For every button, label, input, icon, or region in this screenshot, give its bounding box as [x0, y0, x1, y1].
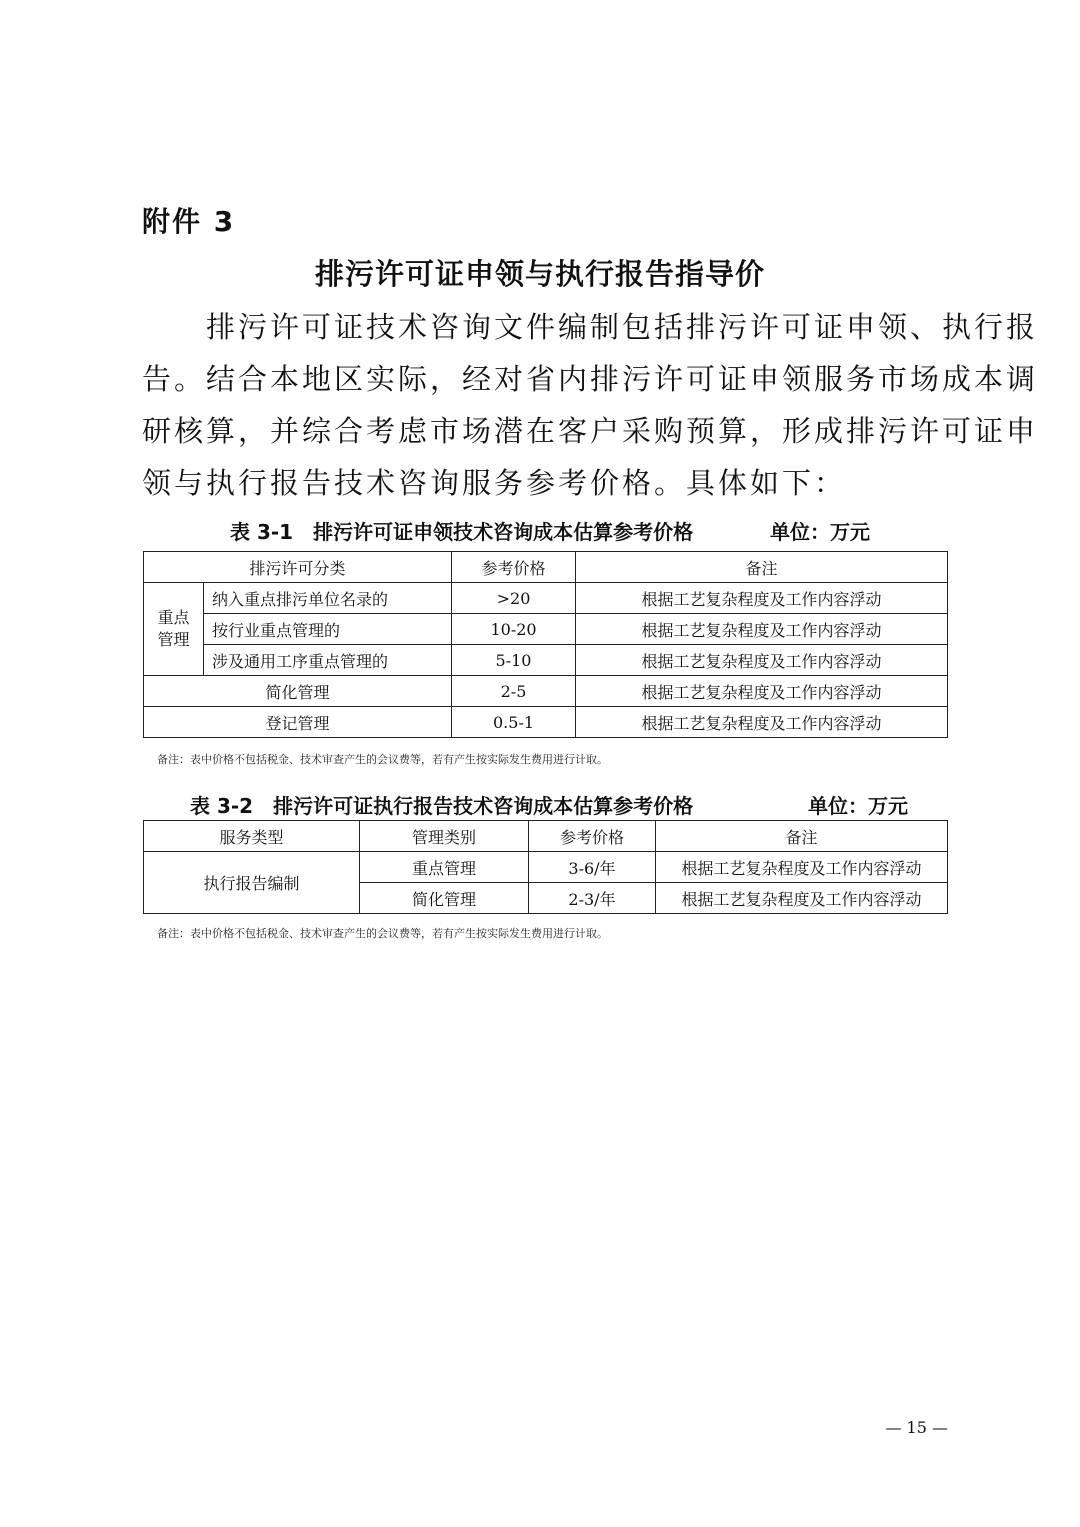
header-price: 参考价格	[529, 821, 656, 852]
table-header-row	[144, 821, 948, 852]
table-row	[144, 852, 948, 883]
category-cell: 登记管理	[144, 707, 452, 738]
price-cell: 2-3/年	[529, 883, 656, 914]
note-cell: 根据工艺复杂程度及工作内容浮动	[576, 614, 948, 645]
note-cell: 根据工艺复杂程度及工作内容浮动	[576, 707, 948, 738]
table2-unit: 单位：万元	[808, 794, 908, 818]
price-cell: 0.5-1	[452, 707, 576, 738]
category-cell: 涉及通用工序重点管理的	[204, 645, 452, 676]
header-category: 管理类别	[360, 821, 529, 852]
category-cell: 重点管理	[360, 852, 529, 883]
note-cell: 根据工艺复杂程度及工作内容浮动	[656, 852, 948, 883]
price-cell: 3-6/年	[529, 852, 656, 883]
header-service-type: 服务类型	[144, 821, 360, 852]
table-row	[144, 676, 948, 707]
header-category: 排污许可分类	[144, 552, 452, 583]
note-cell: 根据工艺复杂程度及工作内容浮动	[576, 645, 948, 676]
table1-footnote: 备注：表中价格不包括税金、技术审查产生的会议费等，若有产生按实际发生费用进行计取。	[157, 753, 608, 766]
table2-caption: 表 3-2 排污许可证执行报告技术咨询成本估算参考价格	[190, 794, 694, 818]
table1-caption: 表 3-1 排污许可证申领技术咨询成本估算参考价格	[230, 520, 694, 544]
category-cell: 简化管理	[360, 883, 529, 914]
table2-footnote: 备注：表中价格不包括税金、技术审查产生的会议费等，若有产生按实际发生费用进行计取。	[157, 927, 608, 940]
group-label: 重点管理	[144, 583, 204, 676]
paragraph-line-4: 领与执行报告技术咨询服务参考价格。具体如下：	[142, 466, 847, 500]
category-cell: 简化管理	[144, 676, 452, 707]
note-cell: 根据工艺复杂程度及工作内容浮动	[576, 676, 948, 707]
paragraph-line-2: 告。结合本地区实际，经对省内排污许可证申领服务市场成本调	[142, 362, 1039, 396]
note-cell: 根据工艺复杂程度及工作内容浮动	[656, 883, 948, 914]
page-number: — 15 —	[885, 1418, 948, 1437]
table1-unit: 单位：万元	[770, 520, 870, 544]
header-note: 备注	[656, 821, 948, 852]
price-cell: 10-20	[452, 614, 576, 645]
note-cell: 根据工艺复杂程度及工作内容浮动	[576, 583, 948, 614]
table-row	[144, 614, 948, 645]
paragraph-line-3: 研核算，并综合考虑市场潜在客户采购预算，形成排污许可证申	[142, 414, 1039, 448]
table-row	[144, 707, 948, 738]
header-price: 参考价格	[452, 552, 576, 583]
price-cell: 5-10	[452, 645, 576, 676]
table-row	[144, 583, 948, 614]
price-cell: >20	[452, 583, 576, 614]
table-row	[144, 645, 948, 676]
service-type-cell: 执行报告编制	[144, 852, 360, 914]
category-cell: 纳入重点排污单位名录的	[204, 583, 452, 614]
price-cell: 2-5	[452, 676, 576, 707]
attachment-label: 附件 3	[142, 205, 236, 238]
table-3-2	[143, 820, 948, 914]
category-cell: 按行业重点管理的	[204, 614, 452, 645]
table-3-1	[143, 551, 948, 738]
header-note: 备注	[576, 552, 948, 583]
paragraph-line-1: 排污许可证技术咨询文件编制包括排污许可证申领、执行报	[142, 310, 1039, 344]
table-header-row	[144, 552, 948, 583]
document-title: 排污许可证申领与执行报告指导价	[314, 257, 765, 291]
